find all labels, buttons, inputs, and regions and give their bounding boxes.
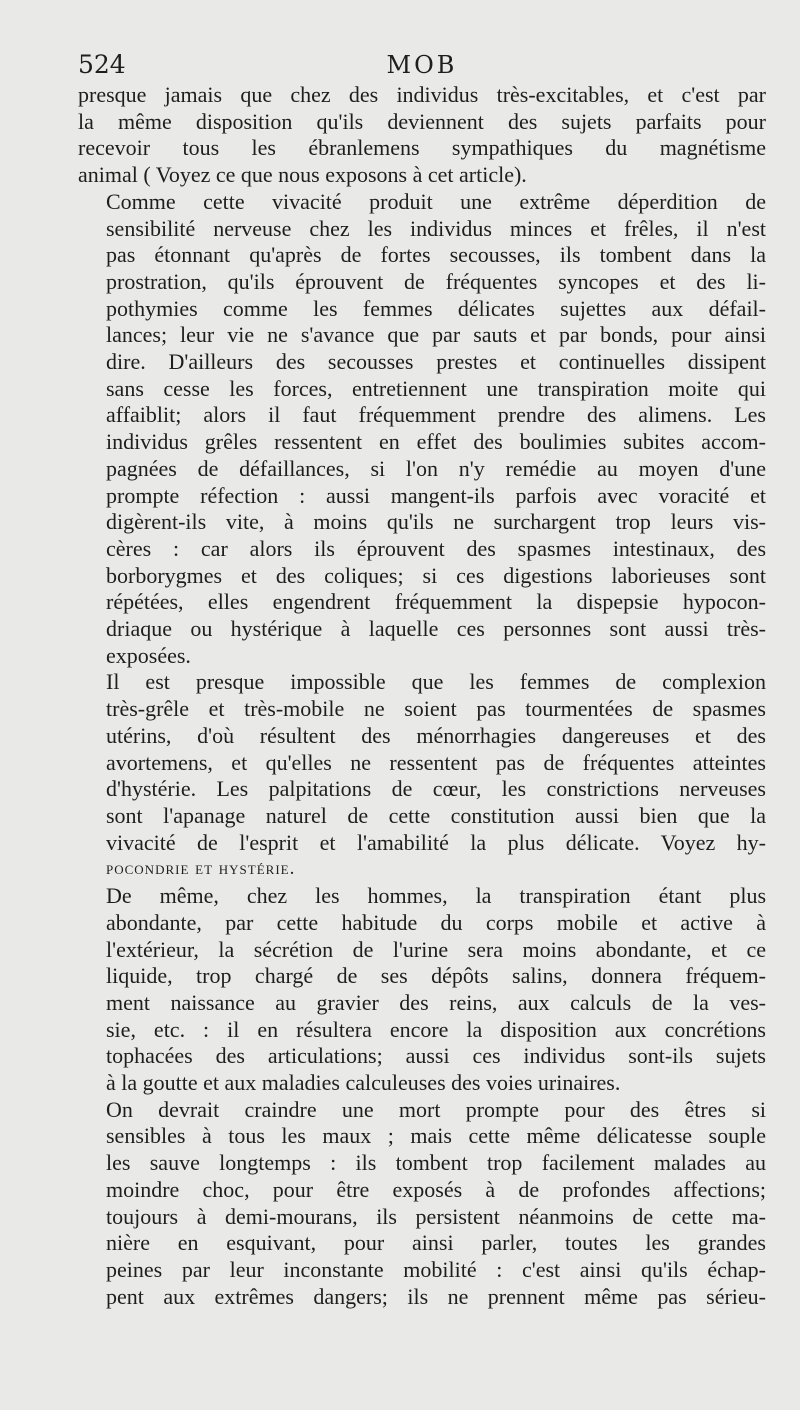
text-line: les sauve longtemps : ils tombent trop facilement malades au — [106, 1150, 766, 1176]
text-line: digèrent-ils vite, à moins qu'ils ne surchargent trop leurs vis- — [106, 509, 766, 535]
text-line: la même disposition qu'ils deviennent des sujets parfaits pour — [78, 108, 766, 134]
paragraph-2 — [78, 189, 766, 670]
text-line: lances; leur vie ne s'avance que par sauts et par bonds, pour ainsi — [106, 322, 766, 348]
text-line: driaque ou hystérique à laquelle ces personnes sont aussi très- — [106, 616, 766, 642]
paragraph-3 — [78, 669, 766, 883]
text-line: tophacées des articulations; aussi ces individus sont-ils sujets — [106, 1043, 766, 1069]
text-line: utérins, d'où résultent des ménorrhagies dangereuses et des — [106, 722, 766, 748]
page-number: 524 — [78, 50, 126, 79]
text-line: nière en esquivant, pour ainsi parler, toutes les grandes — [106, 1230, 766, 1256]
text-line: vivacité de l'esprit et l'amabilité la plus délicate. Voyez hy- — [106, 829, 766, 855]
paragraph-5 — [78, 1097, 766, 1311]
body-text — [78, 82, 766, 1310]
text-line: l'extérieur, la sécrétion de l'urine sera moins abondante, et ce — [106, 936, 766, 962]
text-line: dire. D'ailleurs des secousses prestes et continuelles dissipent — [106, 349, 766, 375]
text-line: pas étonnant qu'après de fortes secousses, ils tombent dans la — [106, 242, 766, 268]
text-line: sans cesse les forces, entretiennent une transpiration moite qui — [106, 375, 766, 401]
paragraph-1 — [78, 82, 766, 189]
text-line: sensibles à tous les maux ; mais cette même délicatesse souple — [106, 1123, 766, 1149]
text-line: De même, chez les hommes, la transpiration étant plus — [106, 883, 766, 909]
text-line: Il est presque impossible que les femmes de complexion — [106, 669, 766, 695]
text-line: affaiblit; alors il faut fréquemment prendre des alimens. Les — [106, 402, 766, 428]
text-line: prompte réfection : aussi mangent-ils parfois avec voracité et — [106, 482, 766, 508]
text-line: recevoir tous les ébranlemens sympathiques du magnétisme — [78, 135, 766, 161]
text-line: borborygmes et des coliques; si ces digestions laborieuses sont — [106, 562, 766, 588]
text-line: ment naissance au gravier des reins, aux calculs de la ves- — [106, 989, 766, 1015]
text-line: avortemens, et qu'elles ne ressentent pas de fréquentes atteintes — [106, 749, 766, 775]
text-line: exposées. — [106, 642, 191, 668]
text-line: prostration, qu'ils éprouvent de fréquentes syncopes et des li- — [106, 268, 766, 294]
text-line: individus grêles ressentent en effet des boulimies subites accom- — [106, 429, 766, 455]
text-line: sont l'apanage naturel de cette constitution aussi bien que la — [106, 802, 766, 828]
text-line: pothymies comme les femmes délicates sujettes aux défail- — [106, 295, 766, 321]
text-line: à la goutte et aux maladies calculeuses des voies urinaires. — [106, 1070, 621, 1096]
text-line: d'hystérie. Les palpitations de cœur, les constrictions nerveuses — [106, 776, 766, 802]
text-line: sensibilité nerveuse chez les individus minces et frêles, il n'est — [106, 215, 766, 241]
text-line: Comme cette vivacité produit une extrême déperdition de — [106, 188, 766, 214]
paragraph-4 — [78, 883, 766, 1097]
text-line: abondante, par cette habitude du corps mobile et active à — [106, 909, 766, 935]
text-line: pent aux extrêmes dangers; ils ne prennent même pas sérieu- — [106, 1283, 766, 1309]
text-line: liquide, trop chargé de ses dépôts salins, donnera fréquem- — [106, 963, 766, 989]
running-head — [78, 48, 766, 82]
text-line: cères : car alors ils éprouvent des spasmes intestinaux, des — [106, 535, 766, 561]
text-line: peines par leur inconstante mobilité : c'est ainsi qu'ils échap- — [106, 1256, 766, 1282]
text-line: très-grêle et très-mobile ne soient pas tourmentées de spasmes — [106, 696, 766, 722]
text-line: pagnées de défaillances, si l'on n'y remédie au moyen d'une — [106, 455, 766, 481]
text-line: On devrait craindre une mort prompte pour des êtres si — [106, 1096, 766, 1122]
running-title: MOB — [386, 51, 458, 79]
text-line: animal ( Voyez ce que nous exposons à cet article). — [78, 162, 527, 188]
text-line: pocondrie et hystérie. — [106, 858, 296, 880]
text-line: sie, etc. : il en résultera encore la disposition aux concrétions — [106, 1016, 766, 1042]
text-line: répétées, elles engendrent fréquemment la dispepsie hypocon- — [106, 589, 766, 615]
text-line: toujours à demi-mourans, ils persistent néanmoins de cette ma- — [106, 1203, 766, 1229]
text-line: presque jamais que chez des individus très-excitables, et c'est par — [78, 82, 766, 107]
text-line: moindre choc, pour être exposés à de profondes affections; — [106, 1176, 766, 1202]
